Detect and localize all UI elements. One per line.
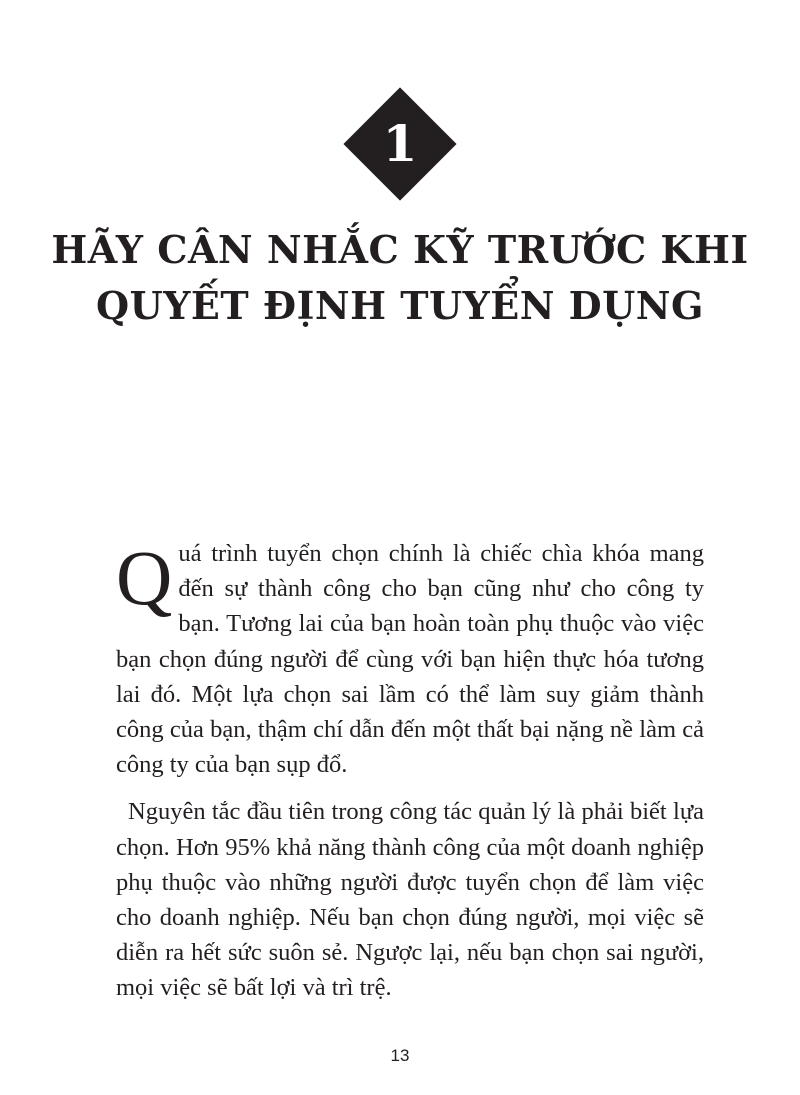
paragraph-1 (116, 536, 704, 782)
chapter-title-line-2: QUYẾT ĐỊNH TUYỂN DỤNG (96, 283, 704, 328)
paragraph-2: Nguyên tắc đầu tiên trong công tác quản lý là phải biết lựa chọn. Hơn 95% khả năng thành công của một doanh nghiệp phụ thuộc vào những người được tuyển chọn để làm việc cho doanh nghiệp. Nếu bạn chọn đúng người, mọi việc sẽ diễn ra hết sức suôn sẻ. Ngược lại, nếu bạn chọn sai người, mọi việc sẽ bất lợi và trì trệ. (116, 798, 704, 1002)
chapter-title (40, 222, 760, 334)
chapter-title-line-1: HÃY CÂN NHẮC KỸ TRƯỚC KHI (51, 227, 749, 272)
drop-cap: Q (116, 534, 173, 621)
page-number: 13 (390, 1046, 410, 1065)
chapter-number: 1 (382, 114, 418, 173)
paragraph-1-text: uá trình tuyển chọn chính là chiếc chìa khóa mang đến sự thành công cho bạn cũng như cho công ty bạn. Tương lai của bạn hoàn toàn phụ thuộc vào việc bạn chọn đúng người để cùng với bạn hiện thực hóa tương lai đó. Một lựa chọn sai lầm có thể làm suy giảm thành công của bạn, thậm chí dẫn đến một thất bại nặng nề làm cả công ty của bạn sụp đổ. (116, 540, 704, 779)
body-text (116, 536, 704, 1006)
